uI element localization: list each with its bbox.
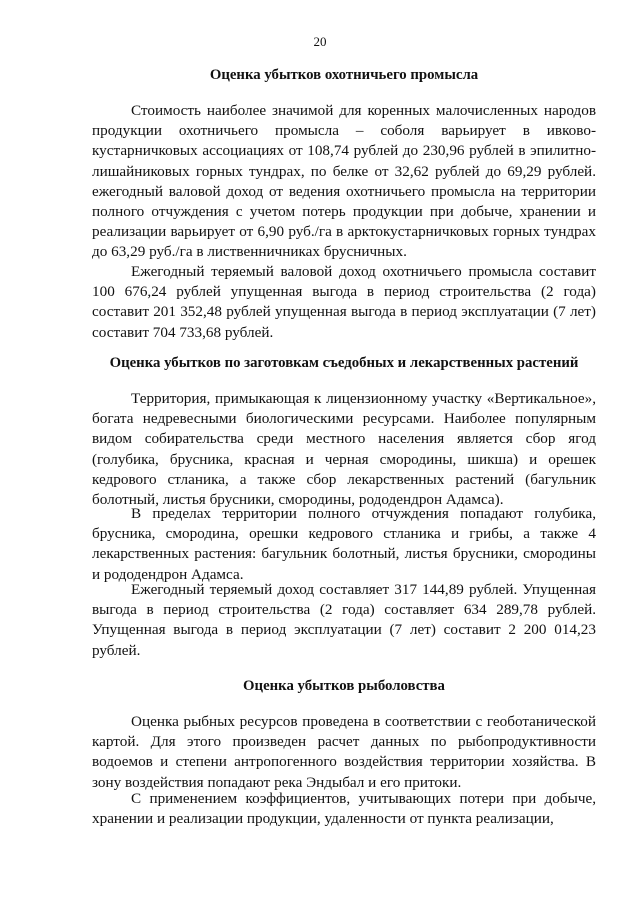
paragraph: Стоимость наиболее значимой для коренных малочисленных народов продукции охотничьего промысла – соболя варьирует в ивково-кустарничковых ассоциациях от 108,74 рублей до 230,96 рублей в эпилитно-лишайниковых горных тундрах, по белке от 32,62 рублей до 69,29 рублей. ежегодный валовой доход от ведения охотничьего промысла на территории полного отчуждения с учетом потерь продукции при добыче, хранении и реализации варьирует от 6,90 руб./га в арктокустарничковых горных тундрах до 63,29 руб./га в лиственничниках брусничных. xyxy=(92,102,596,261)
page-number: 20 xyxy=(313,34,327,49)
paragraph: Ежегодный теряемый доход составляет 317 144,89 рублей. Упущенная выгода в период строительства (2 года) составляет 634 289,78 рублей. Упущенная выгода в период эксплуатации (7 лет) составит 2 200 014,23 рублей. xyxy=(92,581,596,659)
section-heading-plants: Оценка убытков по заготовкам съедобных и лекарственных растений xyxy=(109,355,579,371)
paragraph: Ежегодный теряемый валовой доход охотничьего промысла составит 100 676,24 рублей упущенная выгода в период строительства (2 года) составит 201 352,48 рублей упущенная выгода в период эксплуатации (7 лет) составит 704 733,68 рублей. xyxy=(92,263,596,341)
paragraph: С применением коэффициентов, учитывающих потери при добыче, хранении и реализации продукции, удаленности от пункта реализации, xyxy=(92,790,596,828)
section-heading-fishing: Оценка убытков рыболовства xyxy=(243,678,445,694)
paragraph: Оценка рыбных ресурсов проведена в соответствии с геоботанической картой. Для этого произведен расчет данных по рыбопродуктивности водоемов и степени антропогенного воздействия территории хозяйства. В зону воздействия попадают река Эндыбал и его притоки. xyxy=(92,713,596,791)
section-heading-hunting: Оценка убытков охотничьего промысла xyxy=(209,67,479,83)
paragraph: Территория, примыкающая к лицензионному участку «Вертикальное», богата недревесными биологическими ресурсами. Наиболее популярным видом собирательства среди местного населения является сбор ягод (голубика, брусника, красная и черная смородины, шикша) и орешек кедрового стланика, а также сбор лекарственных растений (багульник болотный, листья брусники, смородины, рододендрон Адамса). xyxy=(92,390,596,509)
paragraph: В пределах территории полного отчуждения попадают голубика, брусника, смородина, орешки кедрового стланика и грибы, а также 4 лекарственных растения: багульник болотный, листья брусники, смородины и рододендрон Адамса. xyxy=(92,505,596,583)
